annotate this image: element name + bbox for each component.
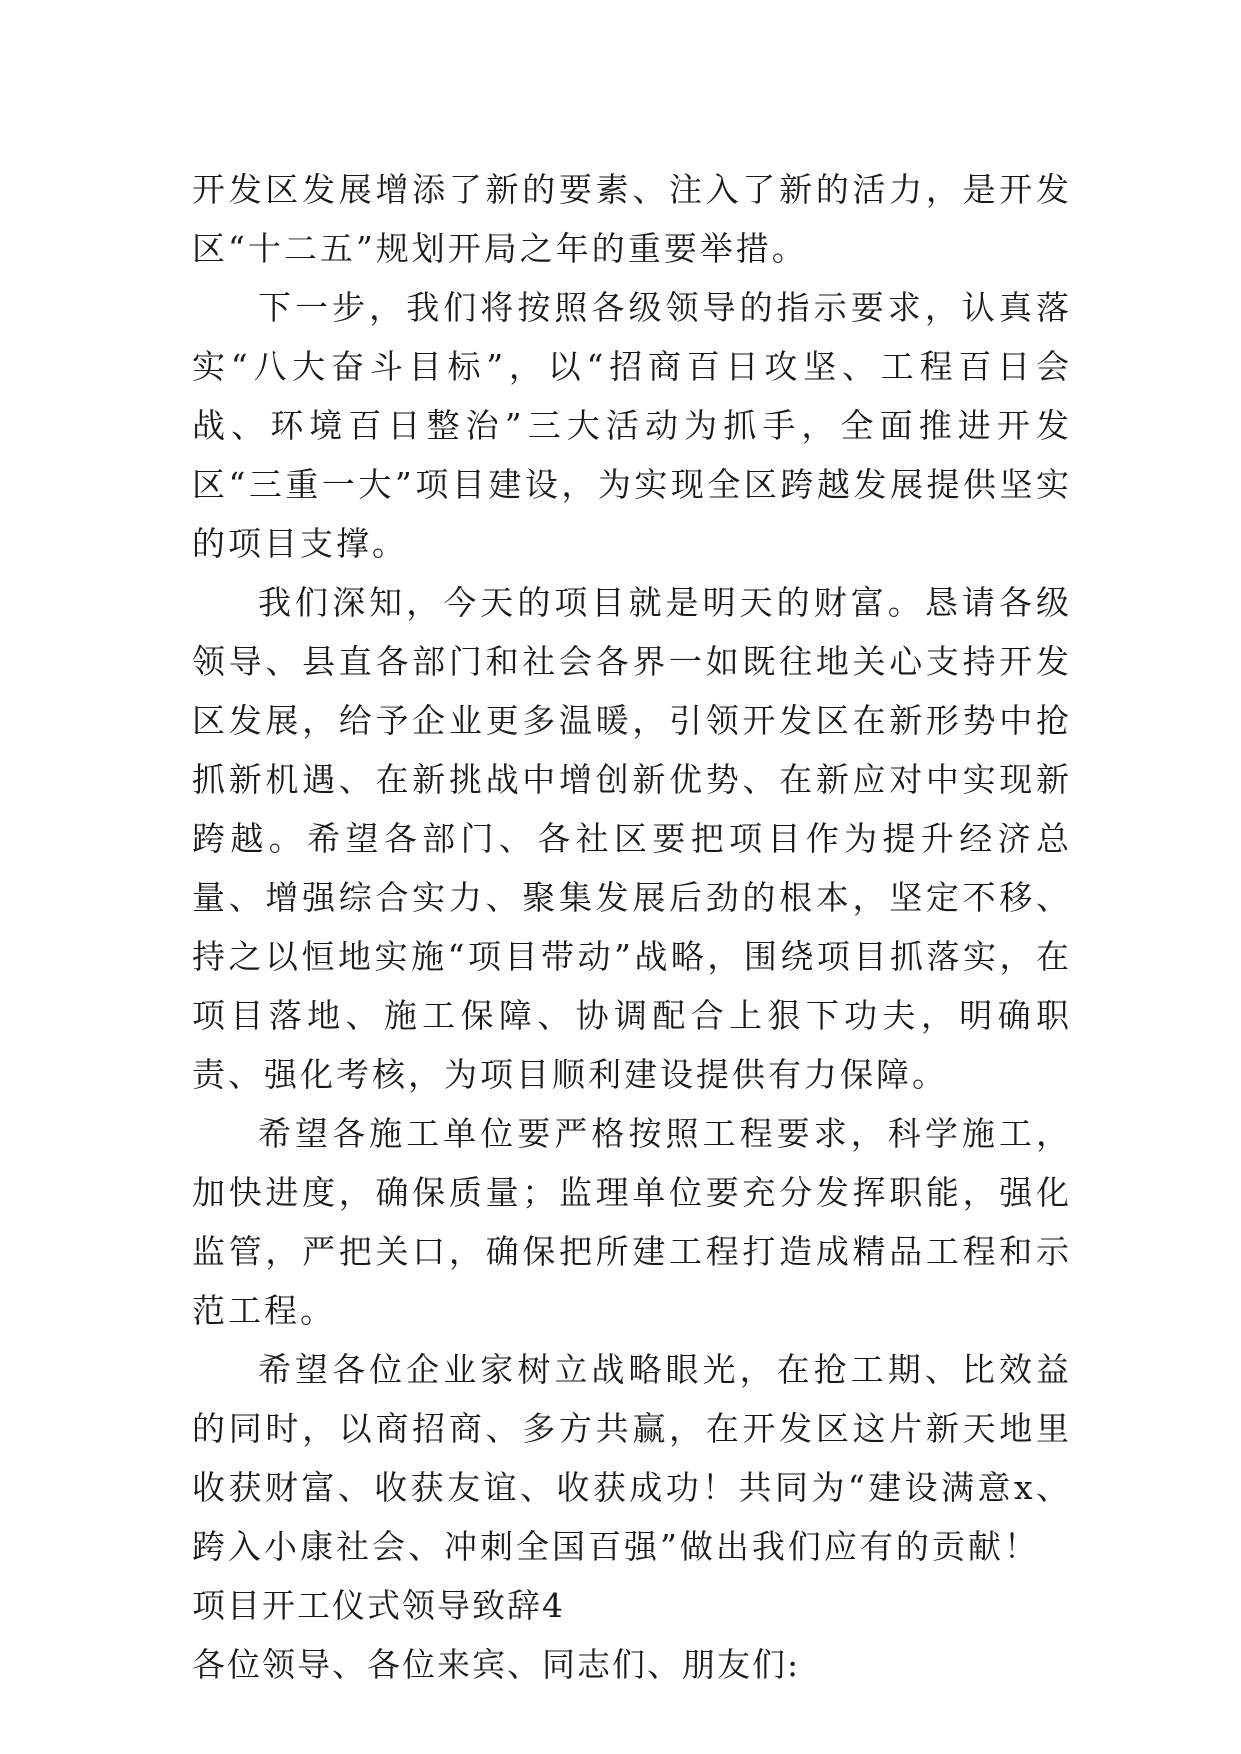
paragraph-2: 下一步，我们将按照各级领导的指示要求，认真落实“八大奋斗目标”，以“招商百日攻坚、工程百日会战、环境百日整治”三大活动为抓手，全面推进开发区“三重一大”项目建设，为实现全区跨越发展提供坚实的项目支撑。 xyxy=(192,288,1072,563)
paragraph-4: 希望各施工单位要严格按照工程要求，科学施工，加快进度，确保质量；监理单位要充分发挥职能，强化监管，严把关口，确保把所建工程打造成精品工程和示范工程。 xyxy=(192,1114,1072,1330)
paragraph-1: 开发区发展增添了新的要素、注入了新的活力，是开发区“十二五”规划开局之年的重要举措。 xyxy=(192,170,1072,268)
section-title: 项目开工仪式领导致辞4 xyxy=(192,1586,565,1625)
salutation: 各位领导、各位来宾、同志们、朋友们: xyxy=(192,1645,801,1684)
paragraph-5: 希望各位企业家树立战略眼光，在抢工期、比效益的同时，以商招商、多方共赢，在开发区这片新天地里收获财富、收获友谊、收获成功！共同为“建设满意x、跨入小康社会、冲刺全国百强”做出我们应有的贡献！ xyxy=(192,1350,1072,1566)
paragraph-3: 我们深知，今天的项目就是明天的财富。恳请各级领导、县直各部门和社会各界一如既往地关心支持开发区发展，给予企业更多温暖，引领开发区在新形势中抢抓新机遇、在新挑战中增创新优势、在新应对中实现新跨越。希望各部门、各社区要把项目作为提升经济总量、增强综合实力、聚集发展后劲的根本，坚定不移、持之以恒地实施“项目带动”战略，围绕项目抓落实，在项目落地、施工保障、协调配合上狠下功夫，明确职责、强化考核，为项目顺利建设提供有力保障。 xyxy=(192,583,1072,1094)
document-body xyxy=(192,160,1072,1694)
